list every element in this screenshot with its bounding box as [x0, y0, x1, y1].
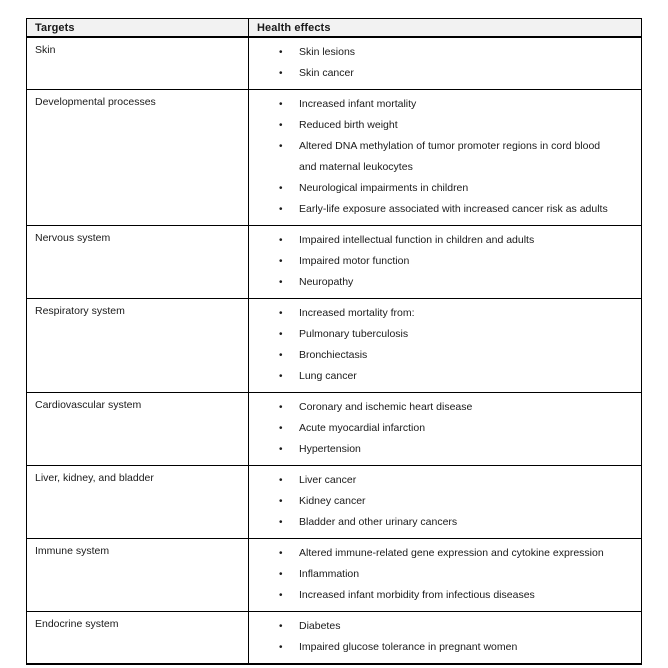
effect-text: Skin cancer [299, 67, 354, 79]
table-row [27, 299, 642, 393]
effect-text: Lung cancer [299, 370, 357, 382]
effects-list [249, 94, 637, 220]
effect-item [249, 303, 637, 324]
effect-text: Acute myocardial infarction [299, 422, 426, 434]
bullet-icon: • [279, 256, 283, 267]
effect-item [249, 178, 637, 199]
effects-cell [249, 393, 642, 466]
column-header-targets: Targets [27, 19, 249, 38]
table-header-row [27, 19, 642, 38]
effect-text: Increased mortality from: [299, 307, 415, 319]
effects-cell [249, 466, 642, 539]
table-row [27, 539, 642, 612]
effects-list [249, 470, 637, 533]
effects-list [249, 42, 637, 84]
effect-item [249, 439, 637, 460]
effect-item [249, 230, 637, 251]
effects-list [249, 616, 637, 658]
bullet-icon: • [279, 517, 283, 528]
effect-text: Liver cancer [299, 474, 357, 486]
effect-item [249, 251, 637, 272]
effect-item [249, 345, 637, 366]
bullet-icon: • [279, 68, 283, 79]
bullet-icon: • [279, 548, 283, 559]
effect-item [249, 616, 637, 637]
bullet-icon: • [279, 621, 283, 632]
table-row [27, 226, 642, 299]
effects-list [249, 303, 637, 387]
effect-item [249, 585, 637, 606]
effect-text: Reduced birth weight [299, 119, 398, 131]
bullet-icon: • [279, 590, 283, 601]
effect-text: Increased infant mortality [299, 98, 417, 110]
effect-text: Diabetes [299, 620, 341, 632]
effects-list [249, 543, 637, 606]
effect-item [249, 512, 637, 533]
effects-cell [249, 612, 642, 665]
effect-item [249, 543, 637, 564]
effect-item [249, 564, 637, 585]
bullet-icon: • [279, 308, 283, 319]
effect-item [249, 63, 637, 84]
bullet-icon: • [279, 120, 283, 131]
bullet-icon: • [279, 204, 283, 215]
effect-item [249, 324, 637, 345]
effect-text: Bronchiectasis [299, 349, 368, 361]
target-label: Respiratory system [27, 299, 249, 393]
effect-text: Neuropathy [299, 276, 354, 288]
effect-item [249, 470, 637, 491]
bullet-icon: • [279, 569, 283, 580]
target-label: Liver, kidney, and bladder [27, 466, 249, 539]
target-label: Immune system [27, 539, 249, 612]
effect-item [249, 491, 637, 512]
column-header-health-effects: Health effects [249, 19, 642, 38]
effect-text: Coronary and ischemic heart disease [299, 401, 473, 413]
effect-item [249, 115, 637, 136]
bullet-icon: • [279, 99, 283, 110]
bullet-icon: • [279, 329, 283, 340]
health-effects-table [26, 18, 642, 665]
effect-text: Inflammation [299, 568, 360, 580]
target-label: Endocrine system [27, 612, 249, 665]
target-label: Nervous system [27, 226, 249, 299]
effects-list [249, 230, 637, 293]
bullet-icon: • [279, 183, 283, 194]
effect-text: Altered DNA methylation of tumor promoter regions in cord blood and maternal leukocytes [299, 140, 601, 173]
effects-cell [249, 539, 642, 612]
table-row [27, 466, 642, 539]
effects-list [249, 397, 637, 460]
effects-cell [249, 90, 642, 226]
effects-cell [249, 299, 642, 393]
effect-text: Impaired motor function [299, 255, 410, 267]
target-label: Skin [27, 37, 249, 90]
effect-item [249, 94, 637, 115]
effect-item [249, 136, 637, 178]
effect-text: Hypertension [299, 443, 361, 455]
bullet-icon: • [279, 475, 283, 486]
bullet-icon: • [279, 423, 283, 434]
bullet-icon: • [279, 371, 283, 382]
effect-text: Neurological impairments in children [299, 182, 469, 194]
effect-item [249, 199, 637, 220]
effect-item [249, 637, 637, 658]
effect-item [249, 272, 637, 293]
bullet-icon: • [279, 642, 283, 653]
effect-item [249, 42, 637, 63]
table-row [27, 90, 642, 226]
bullet-icon: • [279, 47, 283, 58]
table-row [27, 393, 642, 466]
table-row [27, 37, 642, 90]
bullet-icon: • [279, 350, 283, 361]
effect-item [249, 366, 637, 387]
bullet-icon: • [279, 235, 283, 246]
effects-cell [249, 226, 642, 299]
bullet-icon: • [279, 141, 283, 152]
table-row [27, 612, 642, 665]
effect-text: Impaired intellectual function in children and adults [299, 234, 535, 246]
bullet-icon: • [279, 277, 283, 288]
effect-item [249, 418, 637, 439]
effects-cell [249, 37, 642, 90]
effect-text: Pulmonary tuberculosis [299, 328, 409, 340]
target-label: Cardiovascular system [27, 393, 249, 466]
effect-text: Kidney cancer [299, 495, 366, 507]
effect-item [249, 397, 637, 418]
effect-text: Skin lesions [299, 46, 356, 58]
bullet-icon: • [279, 402, 283, 413]
target-label: Developmental processes [27, 90, 249, 226]
effect-text: Bladder and other urinary cancers [299, 516, 458, 528]
effect-text: Increased infant morbidity from infectious diseases [299, 589, 535, 601]
bullet-icon: • [279, 444, 283, 455]
effect-text: Impaired glucose tolerance in pregnant women [299, 641, 518, 653]
effect-text: Altered immune-related gene expression and cytokine expression [299, 547, 604, 559]
bullet-icon: • [279, 496, 283, 507]
effect-text: Early-life exposure associated with increased cancer risk as adults [299, 203, 608, 215]
